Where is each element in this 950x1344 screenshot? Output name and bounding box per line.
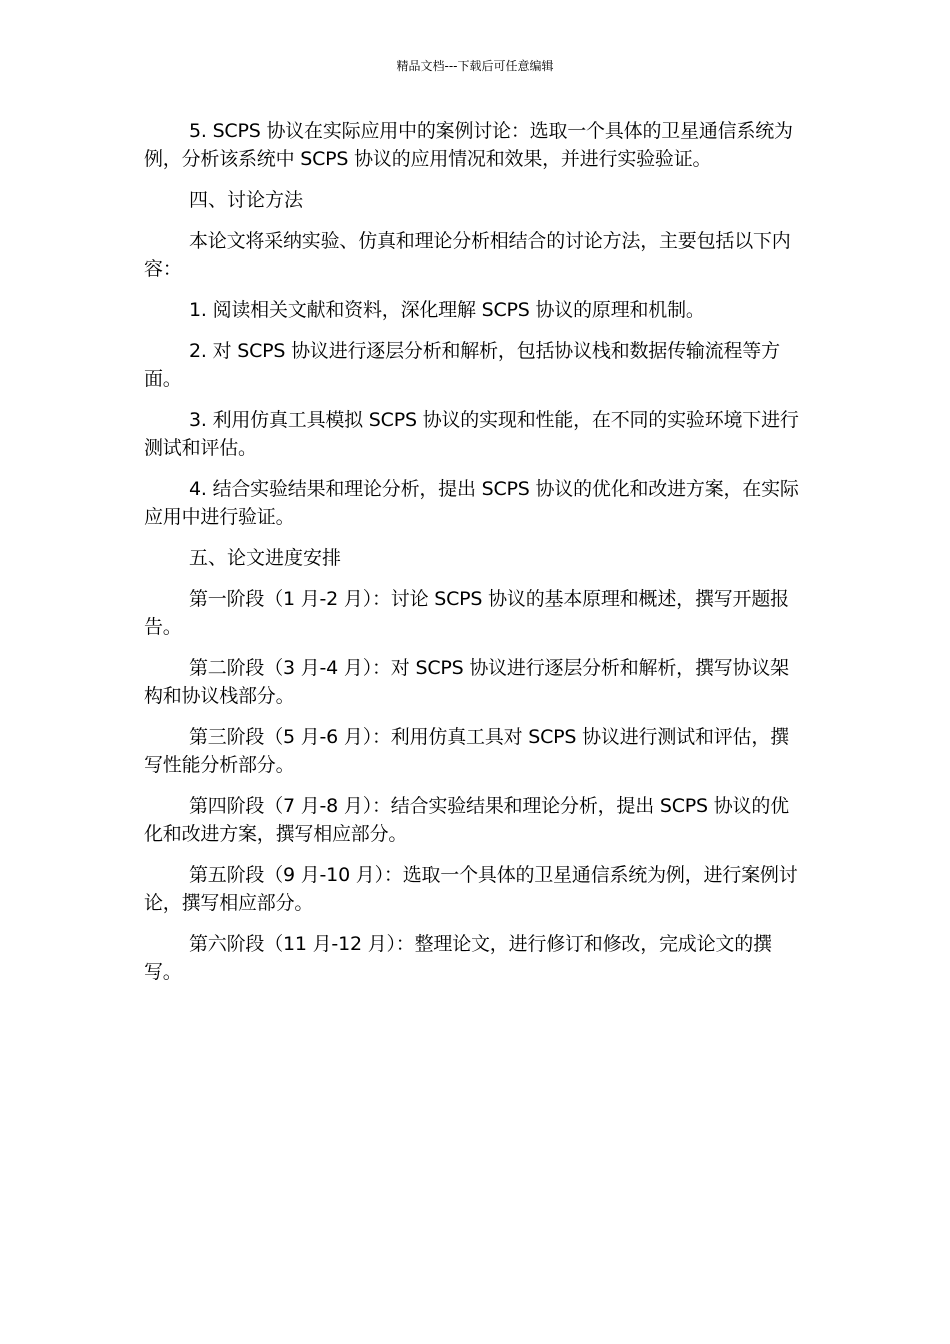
schedule-stage-3: 第三阶段（5 月-6 月）：利用仿真工具对 SCPS 协议进行测试和评估，撰写性能分析部分。 [144,726,789,776]
section-heading-schedule: 五、论文进度安排 [189,547,342,569]
schedule-stage-4: 第四阶段（7 月-8 月）：结合实验结果和理论分析，提出 SCPS 协议的优化和改进方案，撰写相应部分。 [144,795,789,845]
method-item-3: 3. 利用仿真工具模拟 SCPS 协议的实现和性能，在不同的实验环境下进行测试和评估。 [144,409,799,459]
method-item-1: 1. 阅读相关文献和资料，深化理解 SCPS 协议的原理和机制。 [189,299,705,321]
schedule-stage-6: 第六阶段（11 月-12 月）：整理论文，进行修订和修改，完成论文的撰写。 [144,933,772,983]
method-item-2: 2. 对 SCPS 协议进行逐层分析和解析，包括协议栈和数据传输流程等方面。 [144,340,780,390]
method-item-4: 4. 结合实验结果和理论分析，提出 SCPS 协议的优化和改进方案，在实际应用中进行验证。 [144,478,799,528]
schedule-stage-2: 第二阶段（3 月-4 月）：对 SCPS 协议进行逐层分析和解析，撰写协议架构和协议栈部分。 [144,657,789,707]
schedule-stage-5: 第五阶段（9 月-10 月）：选取一个具体的卫星通信系统为例，进行案例讨论，撰写相应部分。 [144,864,798,914]
page-header: 精品文档---下载后可任意编辑 [396,59,554,73]
document-body [144,117,806,999]
list-item-5: 5. SCPS 协议在实际应用中的案例讨论：选取一个具体的卫星通信系统为例，分析该系统中 SCPS 协议的应用情况和效果，并进行实验验证。 [144,120,793,170]
methods-intro-paragraph: 本论文将采纳实验、仿真和理论分析相结合的讨论方法，主要包括以下内容： [144,230,791,280]
schedule-stage-1: 第一阶段（1 月-2 月）：讨论 SCPS 协议的基本原理和概述，撰写开题报告。 [144,588,789,638]
section-heading-methods: 四、讨论方法 [189,189,304,211]
